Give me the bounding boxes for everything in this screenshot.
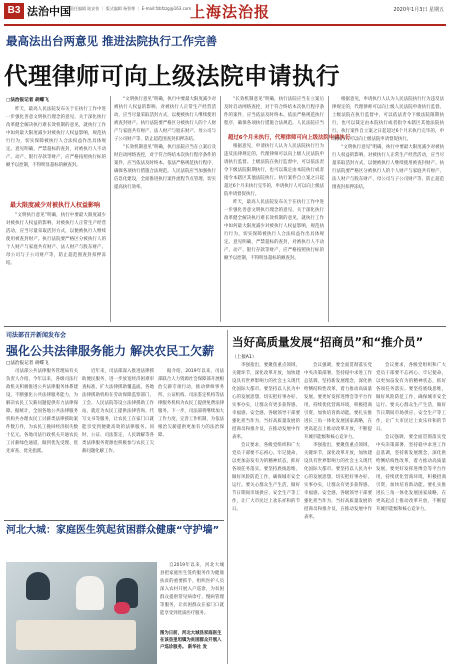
newspaper-logo: 上海法治报	[190, 3, 271, 21]
lead-column-1-text: 昨天，最高人民法院发布关于在执行工作中进一步强化善意文明执行理念的意见、关于深化执行改革健全解决执行难长效机制的意见，就执行工作中如何最大限度减少对被执行人权益影响，规范执行行为，切实保障被执行人合法权益作出具体规定。意见明确，严禁超标的查封，对被执行人不动产、动产、银行存款等财产，应严格按照执行标的额予以控制，不得明显超标的额查封。	[6, 107, 106, 168]
right-story-column-2-text: 会议强调，要全面贯彻落实党中央决策部署，坚持稳中求进工作总基调，坚持新发展理念，深化供给侧结构性改革，着力推动高质量发展。要更好发挥进博会等平台作用，持续优化营商环境，积极招商引资，加快培育新动能。要扎实推进长三角一体化发展国家战略，在更高起点上推动改革开放，不断提升城市能级和核心竞争力。	[304, 363, 372, 440]
right-story-column-3-text: 会议要求，各级党组织和广大党员干部要不忘初心、牢记使命，以更加奋发有为的精神状态，抓好各项任务落实。要坚持底线思维，做好风险防范工作，确保城市安全运行。要关心群众生产生活，做好节日期间市场供应、安全生产等工作，让广大市民过上欢乐祥和的节日。	[376, 363, 446, 432]
page-header	[4, 2, 446, 26]
photo-figure-doctor	[26, 572, 50, 600]
photo-bed	[16, 620, 136, 650]
lead-column-4-text: 根据意见，申请执行人认为人民法院执行行为违反法律规定的，代理律师可以向上级人民法院申请执行监督。上级法院在执行监督中，可以依法责令下级法院限期执行，也可以裁定由本院执行或者指令本辖区其他法院执行。执行案件自立案之日起超过6个月未执行完毕的，申请执行人可以向上级法院申请督促执行。	[332, 97, 444, 142]
lead-kicker: 最高法出台两意见 推进法院执行工作完善	[6, 34, 218, 48]
editor-credits: 责任编辑 陆安怡 ｜ 版式编辑 杨智尊 ｜ E-mail:fzbfzzg@163.com	[70, 6, 192, 11]
photo-story-title: 河北大城：家庭医生筑起贫困群众健康“守护墙”	[6, 525, 220, 536]
column-divider	[227, 330, 228, 664]
right-story-title: 当好高质量发展“招商员”和“推介员”	[232, 335, 424, 349]
issue-date: 2020年1月3日 星期五	[393, 7, 444, 13]
right-story-column-3-text-b: 会议强调，要全面贯彻落实党中央决策部署，坚持稳中求进工作总基调，坚持新发展理念，深化供给侧结构性改革，着力推动高质量发展。要更好发挥进博会等平台作用，持续优化营商环境，积极招商引资，加快培育新动能。要扎实推进长三角一体化发展国家战略，在更高起点上推动改革开放，不断提升城市能级和核心竞争力。	[376, 435, 446, 512]
left-story-column-3-text: 据介绍，2019年以来，司法部联合人力资源社会保障部开展根治欠薪专项行动，推动律师事务所、公证机构、司法鉴定机构等法律服务机构为农民工提供免费法律服务。下一步，司法部将继续加大工作力度，完善工作机制，为依法根治欠薪提供更加有力的法治保障。	[158, 369, 224, 438]
photo-flower	[114, 602, 130, 614]
lead-subhead-1: 最大限度减少对被执行人权益影响	[10, 202, 101, 209]
column-divider	[220, 96, 221, 322]
section-divider	[4, 326, 446, 327]
left-story-column-2	[82, 368, 154, 516]
photo-story-body-text: 自2019年以来，河北大城县把家庭医生签约服务作为健康扶贫的重要抓手，组织医护人员深入农村开展入户巡诊，为贫困群众提供常见病诊疗、慢病管理等服务，让贫困群众在家门口就能享受到优质医疗服务。	[160, 563, 224, 616]
lead-byline: □法治报记者 胡蝶飞	[6, 98, 49, 103]
photo-figure-doctor-white-coat	[76, 576, 104, 610]
lead-subhead-2: 超过6个月未执行，代理律师可向上级法院申请执行	[228, 135, 351, 141]
column-divider	[328, 96, 329, 322]
lead-column-3-text: “长效机制意见”明确，执行法院应当在立案后及时启动网络查控，对于符合终结本次执行程序条件的案件，应当依法及时终本。依法严格规范执行程序，确保各项执行措施合法规范。人民法院应当	[224, 97, 324, 126]
right-story-byline: （上接A1）	[232, 355, 257, 360]
right-story-column-1-text: 李强指出，要聚焦重点领域，关键环节，深化改革开放，加快建设具有世界影响力的社会主义现代化国际大都市。要坚持以人民为中心的发展思想，切实把好事办好、实事办实，让群众有更多获得感、幸福感、安全感。各级领导干部要强化担当作为，当好高质量发展的招商员和推介员，在推动发展中作表率。	[232, 363, 300, 440]
left-story-column-1	[6, 368, 78, 516]
page-number-badge: B3	[4, 3, 24, 19]
section-name: 法治中国	[27, 5, 71, 18]
left-story-column-3	[158, 368, 224, 516]
right-story-column-1-text-b: 会议要求，各级党组织和广大党员干部要不忘初心、牢记使命，以更加奋发有为的精神状态，抓好各项任务落实。要坚持底线思维，做好风险防范工作，确保城市安全运行。要关心群众生产生活，做好节日期间市场供应、安全生产等工作，让广大市民过上欢乐祥和的节日。	[232, 443, 300, 512]
lead-column-3	[224, 96, 324, 126]
lead-column-4-text-b: “文明执行意见”明确，执行中要最大限度减少对被执行人权益的影响，对被执行人正常生产经营活动，应当尽量采取活封方式，以便被执行人继续使用被查封财产。执行法院要严格区分被执行人的个人财产与家庭共有财产、法人财产与股东财产、母公司与子公司财产等，防止超范围查封扣押冻结。	[332, 145, 444, 190]
photo-caption: 图为日前，河北大城县家庭医生在该县里坦镇为贫困群众开展入户巡诊服务。 新华社 发	[160, 631, 222, 650]
lead-column-1	[6, 106, 106, 196]
left-story-kicker: 司法部召开新闻发布会	[6, 332, 67, 339]
lead-column-1b	[6, 212, 106, 322]
news-photo	[6, 562, 157, 664]
photo-story-body	[160, 562, 224, 628]
right-story-column-2-text-b: 李强指出，要聚焦重点领域，关键环节，深化改革开放，加快建设具有世界影响力的社会主义现代化国际大都市。要坚持以人民为中心的发展思想，切实把好事办好、实事办实，让群众有更多获得感、幸福感、安全感。各级领导干部要强化担当作为，当好高质量发展的招商员和推介员，在推动发展中作表率。	[304, 443, 372, 520]
column-divider	[110, 96, 111, 322]
left-story-byline: □法治报记者 胡蝶飞	[6, 361, 49, 366]
section-divider	[4, 520, 224, 521]
lead-column-3b	[224, 143, 324, 322]
left-story-title: 强化公共法律服务能力 解决农民工欠薪	[6, 344, 215, 358]
lead-headline: 代理律师可向上级法院申请执行	[4, 62, 340, 90]
lead-column-1b-text: “文明执行意见”明确，执行中要最大限度减少对被执行人权益的影响，对被执行人正常生产经营活动，应当尽量采取活封方式，以便被执行人继续使用被查封财产。执行法院要严格区分被执行人的个人财产与家庭共有财产、法人财产与股东财产、母公司与子公司财产等，防止超范围查封扣押冻结。	[6, 213, 106, 266]
lead-column-3b-text-b: 昨天，最高人民法院发布关于在执行工作中进一步强化善意文明执行理念的意见、关于深化执行改革健全解决执行难长效机制的意见，就执行工作中如何最大限度减少对被执行人权益影响，规范执行行为，切实保障被执行人合法权益作出具体规定。意见明确，严禁超标的查封，对被执行人不动产、动产、银行存款等财产，应严格按照执行标的额予以控制，不得明显超标的额查封。	[224, 200, 324, 261]
lead-column-2	[114, 96, 216, 322]
right-story-column-2	[304, 362, 372, 664]
right-story-column-1	[232, 362, 300, 664]
lead-column-2-text: “文明执行意见”明确，执行中要最大限度减少对被执行人权益的影响，对被执行人正常生产经营活动，应当尽量采取活封方式，以便被执行人继续使用被查封财产。执行法院要严格区分被执行人的个人财产与家庭共有财产、法人财产与股东财产、母公司与子公司财产等，防止超范围查封扣押冻结。	[114, 97, 216, 142]
left-story-column-1-text: 司法部公共法律服务管理局有关负责人介绍，今年以来，各级司法行政机关积极推进公共法律服务体系建设，不断强化公共法律服务能力，为解决农民工欠薪问题提供有力法律保障。据统计，全国各地公共法律服务机构共办理农民工讨薪类法律援助案件数万件，为农民工挽回经济损失数十亿元。各地司法行政机关开通农民工讨薪绿色通道，做到优先受理、优先审查、优先指派。	[6, 369, 78, 454]
lead-column-4	[332, 96, 444, 322]
right-story-column-3	[376, 362, 446, 664]
lead-column-2-text-b: “长效机制意见”明确，执行法院应当在立案后及时启动网络查控，对于符合终结本次执行程序条件的案件，应当依法及时终本。依法严格规范执行程序，确保各项执行措施合法规范。人民法院应当加强执行信息化建设，全面推进执行案件流程节点管理，切实提高执行效率。	[114, 145, 216, 190]
lead-column-3b-text: 根据意见，申请执行人认为人民法院执行行为违反法律规定的，代理律师可以向上级人民法院申请执行监督。上级法院在执行监督中，可以依法责令下级法院限期执行，也可以裁定由本院执行或者指令本辖区其他法院执行。执行案件自立案之日起超过6个月未执行完毕的，申请执行人可以向上级法院申请督促执行。	[224, 144, 324, 197]
left-story-column-2-text: 近年来，司法部深入推进法律援助便民服务，进一步放宽经济困难审查标准，扩大法律援助覆盖面。各地法律援助机构在劳动保障监察部门、工会、人民法院等设立法律援助工作站，就近为农民工提供法律咨询、代写文书等服务，让农民工在家门口就能享受到便捷高效的法律服务。同时，公证、司法鉴定、人民调解等各类法律服务资源也积极参与农民工欠薪问题化解工作。	[82, 369, 154, 454]
